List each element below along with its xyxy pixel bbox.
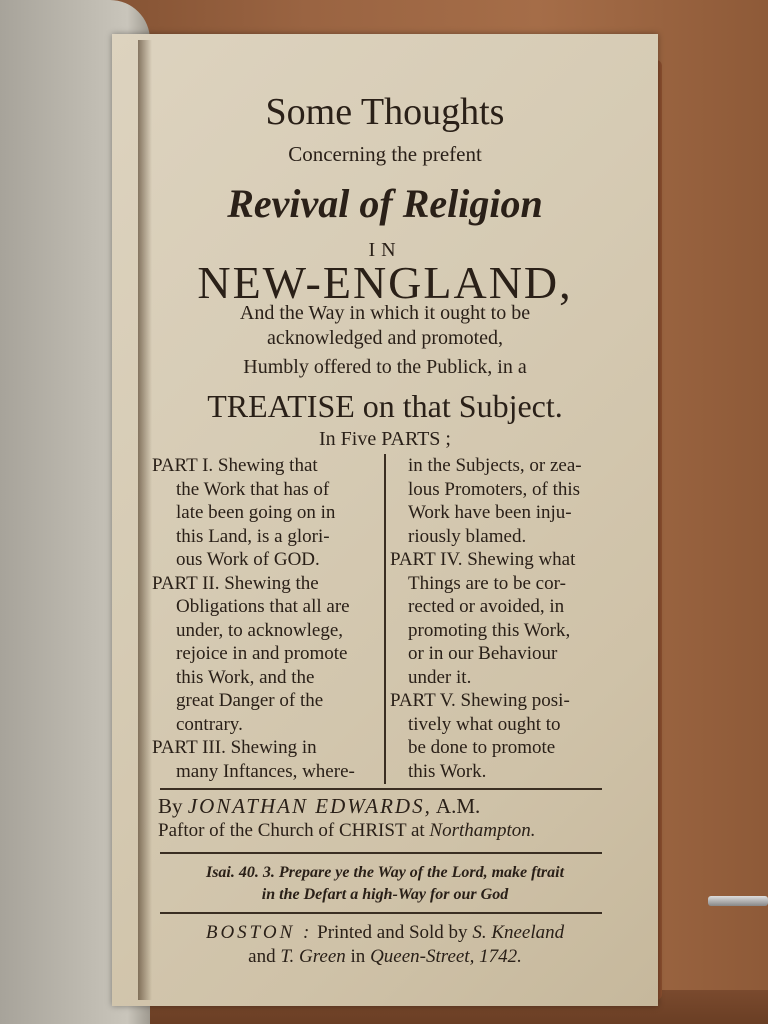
title-line-6: And the Way in which it ought to be — [239, 302, 531, 324]
left-column-line: PART I. Shewing that — [152, 455, 318, 476]
contents-right-column — [390, 454, 620, 783]
scripture-line-2: in the Defart a high-Way for our God — [261, 886, 509, 903]
imprint-printer: S. Kneeland — [472, 922, 565, 943]
left-column-line: under, to acknowlege, — [176, 619, 344, 641]
contents-left-column — [152, 454, 384, 783]
right-column-line: PART V. Shewing posi- — [390, 690, 570, 711]
title-line-8: Humbly offered to the Publick, in a — [243, 356, 527, 378]
pastor-place: Northampton. — [429, 820, 536, 841]
author-prefix: By — [158, 794, 183, 818]
left-column-line: many Inftances, where- — [176, 760, 355, 782]
author-degree: A.M. — [435, 794, 481, 818]
right-column-line: be done to promote — [408, 737, 556, 758]
imprint-line-2 — [112, 946, 658, 968]
left-column-line: ous Work of GOD. — [176, 549, 320, 570]
title-line-5: NEW-ENGLAND, — [197, 257, 573, 308]
right-column-line: lous Promoters, of this — [408, 478, 581, 500]
right-column-line: PART IV. Shewing what — [390, 549, 576, 570]
right-column-line: in the Subjects, or zea- — [408, 455, 582, 476]
imprint-line-1 — [112, 922, 658, 944]
spine-shadow — [138, 40, 152, 1000]
title-line-7: acknowledged and promoted, — [266, 327, 504, 349]
left-column-line: rejoice in and promote — [176, 643, 348, 664]
right-column-line: riously blamed. — [408, 525, 527, 547]
left-column-line: PART III. Shewing in — [152, 737, 317, 758]
title-page — [112, 34, 658, 1006]
right-column-line: Things are to be cor- — [408, 572, 566, 594]
metal-bookend — [708, 896, 768, 906]
author-line — [158, 794, 480, 819]
left-column-line: the Work that has of — [176, 478, 330, 500]
right-column-line: Work have been inju- — [408, 502, 572, 523]
right-column-line: tively what ought to — [408, 713, 561, 735]
horizontal-rule — [160, 912, 602, 914]
title-line-1: Some Thoughts — [265, 91, 505, 133]
imprint-printer: T. Green — [280, 946, 346, 967]
imprint-text: in — [350, 946, 366, 967]
author-name: JONATHAN EDWARDS, — [187, 794, 432, 818]
title-line-3: Revival of Religion — [227, 181, 543, 226]
left-column-line: contrary. — [176, 713, 243, 735]
left-column-line: this Work, and the — [176, 666, 315, 688]
left-column-line: late been going on in — [176, 502, 336, 523]
right-column-line: under it. — [408, 666, 472, 688]
imprint-year: 1742. — [479, 946, 522, 967]
column-divider — [384, 454, 386, 784]
left-column-line: this Land, is a glori- — [176, 525, 330, 547]
pastor-text: Paftor of the Church of CHRIST at — [158, 820, 425, 841]
imprint-text: Printed and Sold by — [317, 922, 468, 943]
scripture-line-1: Isai. 40. 3. Prepare ye the Way of the Lord, make ftrait — [205, 864, 565, 881]
right-column-line: promoting this Work, — [408, 619, 571, 641]
imprint-text: and — [248, 946, 276, 967]
horizontal-rule — [160, 788, 602, 790]
title-line-10: In Five PARTS ; — [319, 428, 451, 450]
right-column-line: rected or avoided, in — [408, 596, 565, 617]
right-column-line: this Work. — [408, 760, 487, 782]
title-line-4: IN — [368, 239, 402, 261]
right-column-line: or in our Behaviour — [408, 643, 558, 664]
horizontal-rule — [160, 852, 602, 854]
imprint-city: BOSTON : — [205, 922, 313, 943]
title-line-9: TREATISE on that Subject. — [207, 388, 563, 424]
left-column-line: Obligations that all are — [176, 596, 350, 617]
left-column-line: great Danger of the — [176, 690, 324, 711]
pastor-line — [158, 820, 536, 842]
left-column-line: PART II. Shewing the — [152, 572, 319, 594]
imprint-street: Queen-Street, — [370, 946, 475, 967]
title-line-2: Concerning the prefent — [288, 142, 482, 166]
